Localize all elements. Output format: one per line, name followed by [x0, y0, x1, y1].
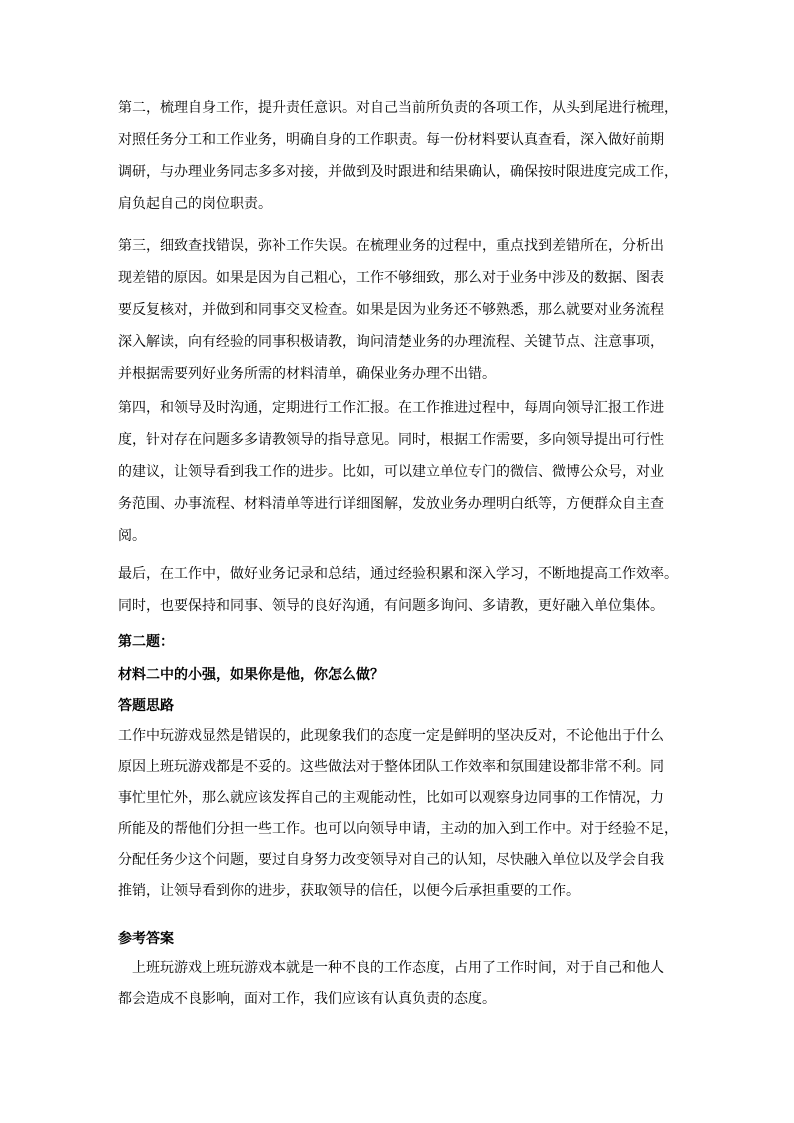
text-line: 阅。	[118, 528, 146, 544]
text-line: 现差错的原因。如果是因为自己粗心，工作不够细致，那么对于业务中涉及的数据、图表	[118, 270, 664, 286]
paragraph-summary	[118, 558, 698, 622]
text-line: 原因上班玩游戏都是不妥的。这些做法对于整体团队工作效率和氛围建设都非常不利。同	[118, 759, 664, 775]
paragraph-communication	[118, 392, 698, 552]
text-line: 深入解读，向有经验的同事积极请教，询问清楚业务的办理流程、关键节点、注意事项，	[118, 334, 664, 350]
paragraph-responsibility	[118, 92, 698, 220]
text-line: 最后，在工作中，做好业务记录和总结，通过经验积累和深入学习，不断地提高工作效率。	[118, 566, 678, 582]
text-line: 度，针对存在问题多多请教领导的指导意见。同时，根据工作需要，多向领导提出可行性	[118, 432, 664, 448]
reference-answer-heading	[118, 926, 698, 952]
text-line: 都会造成不良影响，面对工作，我们应该有认真负责的态度。	[118, 991, 496, 1007]
text-line: 事忙里忙外，那么就应该发挥自己的主观能动性，比如可以观察身边同事的工作情况，力	[118, 790, 664, 806]
text-line: 工作中玩游戏显然是错误的，此现象我们的态度一定是鲜明的坚决反对，不论他出于什么	[118, 728, 664, 744]
text-line: 参考答案	[118, 931, 174, 947]
question-heading	[118, 629, 698, 655]
text-line: 要反复核对，并做到和同事交叉检查。如果是因为业务还不够熟悉，那么就要对业务流程	[118, 302, 664, 318]
text-line: 第三，细致查找错误，弥补工作失误。在梳理业务的过程中，重点找到差错所在，分析出	[118, 238, 664, 254]
text-line: 上班玩游戏上班玩游戏本就是一种不良的工作态度，占用了工作时间，对于自己和他人	[118, 960, 664, 976]
text-line: 第二，梳理自身工作，提升责任意识。对自己当前所负责的各项工作，从头到尾进行梳理，	[118, 100, 678, 116]
question-text	[118, 662, 698, 688]
text-line: 所能及的帮他们分担一些工作。也可以向领导申请，主动的加入到工作中。对于经验不足，	[118, 821, 678, 837]
answer-approach-heading	[118, 693, 698, 719]
text-line: 调研，与办理业务同志多多对接，并做到及时跟进和结果确认，确保按时限进度完成工作，	[118, 164, 678, 180]
text-line: 答题思路	[118, 698, 174, 714]
text-line: 并根据需要列好业务所需的材料清单，确保业务办理不出错。	[118, 366, 496, 382]
text-line: 推销，让领导看到你的进步，获取领导的信任，以便今后承担重要的工作。	[118, 883, 580, 899]
text-line: 的建议，让领导看到我工作的进步。比如，可以建立单位专门的微信、微博公众号，对业	[118, 464, 664, 480]
text-line: 肩负起自己的岗位职责。	[118, 196, 272, 212]
text-line: 对照任务分工和工作业务，明确自身的工作职责。每一份材料要认真查看，深入做好前期	[118, 132, 664, 148]
text-line: 第四，和领导及时沟通，定期进行工作汇报。在工作推进过程中，每周向领导汇报工作进	[118, 400, 664, 416]
text-line: 同时，也要保持和同事、领导的良好沟通，有问题多询问、多请教，更好融入单位集体。	[118, 598, 664, 614]
text-line: 分配任务少这个问题，要过自身努力改变领导对自己的认知，尽快融入单位以及学会自我	[118, 852, 664, 868]
reference-answer-body	[118, 953, 698, 1015]
text-line: 第二题：	[118, 634, 174, 650]
text-line: 务范围、办事流程、材料清单等进行详细图解，发放业务办理明白纸等，方便群众自主查	[118, 496, 664, 512]
paragraph-check-errors	[118, 230, 698, 390]
answer-approach-body	[118, 721, 698, 907]
text-line: 材料二中的小强，如果你是他，你怎么做？	[118, 667, 384, 683]
